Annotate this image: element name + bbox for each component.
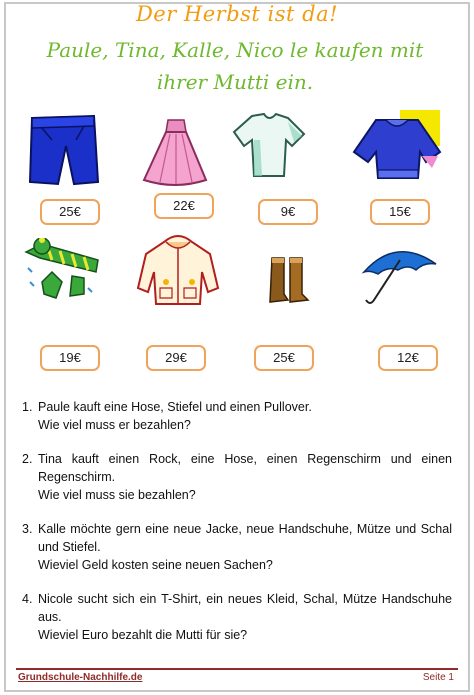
price-label-regenschirm: 12€ — [378, 345, 438, 371]
task-list — [22, 398, 452, 660]
price-label-stiefel: 25€ — [254, 345, 314, 371]
task-number: 2. — [22, 452, 33, 466]
task-number: 4. — [22, 592, 33, 606]
task-number: 3. — [22, 522, 33, 536]
umbrella-icon — [358, 242, 442, 308]
task-number: 1. — [22, 400, 33, 414]
page-title: Der Herbst ist da! — [135, 2, 339, 26]
task-text: Kalle möchte gern eine neue Jacke, neue Handschuhe, Mütze und Schal und Stiefel. — [38, 522, 452, 554]
jacket-icon — [136, 232, 220, 308]
page-subtitle — [10, 34, 460, 98]
task-question: Wieviel Geld kosten seine neuen Sachen? — [38, 558, 273, 572]
pants-icon — [22, 112, 104, 188]
tshirt-icon — [232, 110, 306, 180]
footer-site-link[interactable]: Grundschule-Nachhilfe.de — [18, 672, 143, 683]
boots-icon — [266, 254, 312, 306]
task-item — [22, 450, 452, 504]
task-question: Wie viel muss er bezahlen? — [38, 418, 191, 432]
price-label-jacke: 29€ — [146, 345, 206, 371]
task-text: Tina kauft einen Rock, eine Hose, einen Regenschirm und einen Regenschirm. — [38, 452, 452, 484]
footer-divider — [16, 668, 458, 670]
price-label-pullover: 15€ — [370, 199, 430, 225]
price-label-hose: 25€ — [40, 199, 100, 225]
scarf-hat-gloves-icon — [22, 238, 102, 304]
skirt-icon — [140, 116, 210, 188]
price-label-t-shirt: 9€ — [258, 199, 318, 225]
task-question: Wieviel Euro bezahlt die Mutti für sie? — [38, 628, 248, 642]
footer-page-number: Seite 1 — [422, 672, 454, 683]
task-item — [22, 520, 452, 574]
price-label-rock: 22€ — [154, 193, 214, 219]
subtitle-line-1: Paule, Tina, Kalle, Nico le kaufen mit — [46, 38, 424, 62]
task-question: Wie viel muss sie bezahlen? — [38, 488, 196, 502]
subtitle-line-2: ihrer Mutti ein. — [156, 70, 314, 94]
task-item — [22, 398, 452, 434]
task-text: Nicole sucht sich ein T-Shirt, ein neues Kleid, Schal, Mütze Handschuhe aus. — [38, 592, 452, 624]
price-label-schal-muetze-handschuhe: 19€ — [40, 345, 100, 371]
task-item — [22, 590, 452, 644]
task-text: Paule kauft eine Hose, Stiefel und einen Pullover. — [38, 400, 312, 414]
sweater-icon — [350, 108, 446, 186]
